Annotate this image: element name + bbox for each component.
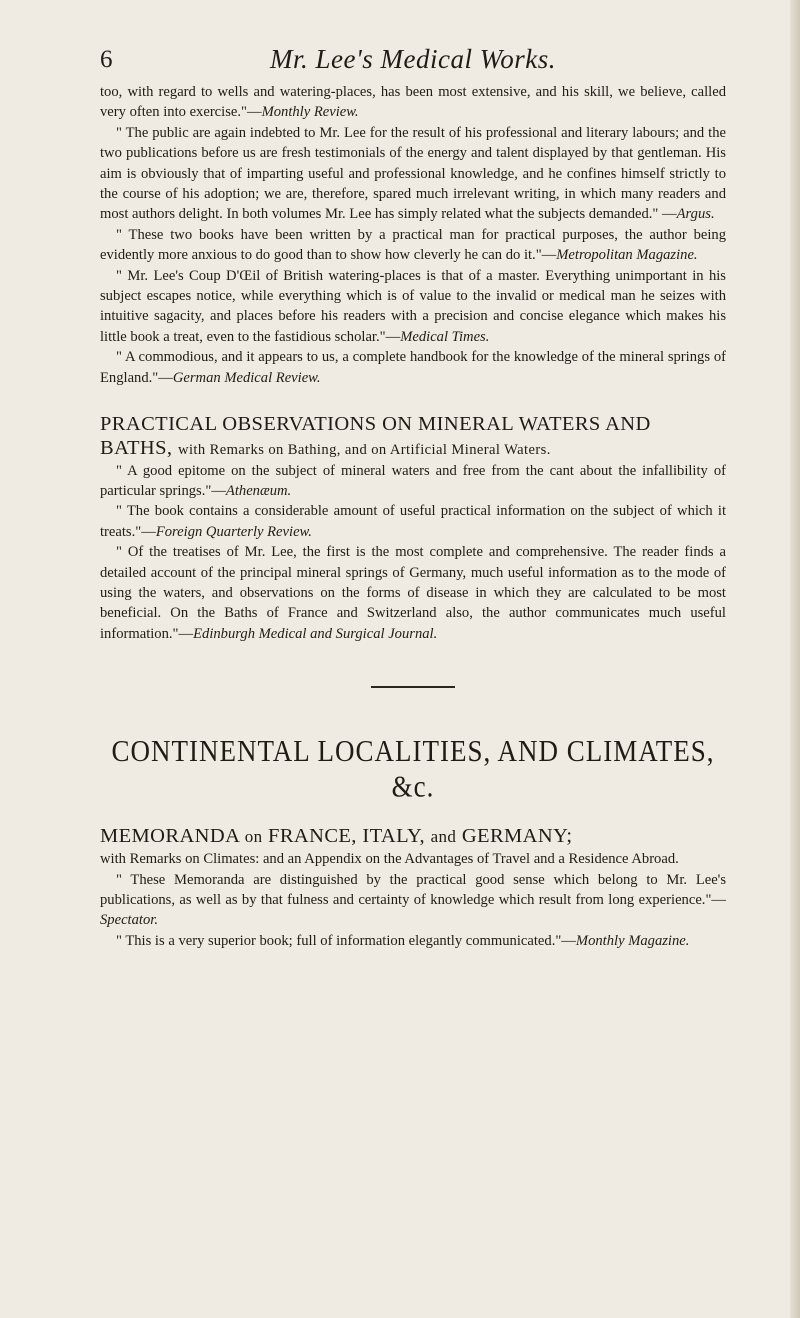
- review-continued: too, with regard to wells and watering-places, has been most extensive, and his skill, we believe, called very often into exercise."—Monthly Review.: [100, 84, 726, 121]
- review-source: Monthly Magazine.: [575, 932, 690, 949]
- memoranda-heading: MEMORANDA on FRANCE, ITALY, and GERMANY;: [100, 825, 573, 848]
- review-edinburgh: " Of the treatises of Mr. Lee, the first is the most complete and comprehensive. The reader finds a detailed account of the principal mineral springs of Germany, much useful information as to the mode of using the waters, and observations on the forms of disease in which they are calculated to be most beneficial. On the Baths of France and Switzerland also, the author communicates much useful information."—Edinburgh Medical and Surgical Journal.: [100, 544, 726, 642]
- review-source: Monthly Review.: [261, 104, 359, 121]
- review-argus: " The public are again indebted to Mr. Lee for the result of his professional and literary labours; and the two publications before us are fresh testimonials of the energy and talent displayed by that gentleman. His aim is obviously that of imparting useful and professional knowledge, and he confines himself strictly to the course of his adoption; we are, therefore, spared much irrelevant writing, in which many readers and most authors delight. In both volumes Mr. Lee has simply related what the subjects demanded." —Argus.: [100, 124, 726, 223]
- running-title: Mr. Lee's Medical Works.: [270, 44, 556, 74]
- review-athenaeum: " A good epitome on the subject of mineral waters and free from the cant about the infallibility of particular springs."—Athenæum.: [100, 462, 726, 499]
- review-source: Athenæum.: [225, 482, 292, 499]
- mineral-waters-subheading: with Remarks on Bathing, and on Artificial Mineral Waters.: [178, 442, 551, 459]
- continental-banner: CONTINENTAL LOCALITIES, AND CLIMATES, &c.: [111, 733, 715, 804]
- page-number: 6: [100, 46, 113, 73]
- review-source: German Medical Review.: [172, 369, 321, 386]
- mineral-waters-heading: PRACTICAL OBSERVATIONS ON MINERAL WATERS AND BATHS, with Remarks on Bathing, and on Artificial Mineral Waters.: [100, 413, 651, 460]
- section-divider: [371, 686, 455, 688]
- review-source: Edinburgh Medical and Surgical Journal.: [193, 625, 438, 642]
- review-source: Foreign Quarterly Review.: [155, 523, 312, 540]
- running-head: [100, 40, 726, 82]
- memoranda-subheading: with Remarks on Climates: and an Appendix on the Advantages of Travel and a Residence Abroad.: [100, 851, 679, 868]
- review-medical-times: " Mr. Lee's Coup D'Œil of British watering-places is that of a master. Everything unimportant in his subject escapes notice, while everything which is of value to the invalid or medical man he seizes with intuitive sagacity, and places before his readers with a precision and concise elegance which makes his little book a treat, even to the fastidious scholar."—Medical Times.: [100, 267, 726, 345]
- page-edge-shadow: [790, 0, 800, 1318]
- review-source: Spectator.: [100, 912, 158, 929]
- review-german: " A commodious, and it appears to us, a complete handbook for the knowledge of the mineral springs of England."—German Medical Review.: [100, 349, 726, 386]
- review-source: Medical Times.: [400, 328, 490, 345]
- review-source: Metropolitan Magazine.: [556, 247, 698, 264]
- review-spectator: " These Memoranda are distinguished by the practical good sense which belong to Mr. Lee's publications, as well as by that fulness and certainty of knowledge which result from long experience."—Spectator.: [100, 871, 726, 929]
- review-metropolitan: " These two books have been written by a practical man for practical purposes, the author being evidently more anxious to do good than to show how cleverly he can do it."—Metropolitan Magazine.: [100, 226, 726, 264]
- review-source: Argus.: [676, 206, 715, 223]
- review-foreign-quarterly: " The book contains a considerable amount of useful practical information on the subject of which it treats."—Foreign Quarterly Review.: [100, 503, 726, 540]
- review-monthly-magazine: " This is a very superior book; full of information elegantly communicated."—Monthly Magazine.: [116, 932, 690, 949]
